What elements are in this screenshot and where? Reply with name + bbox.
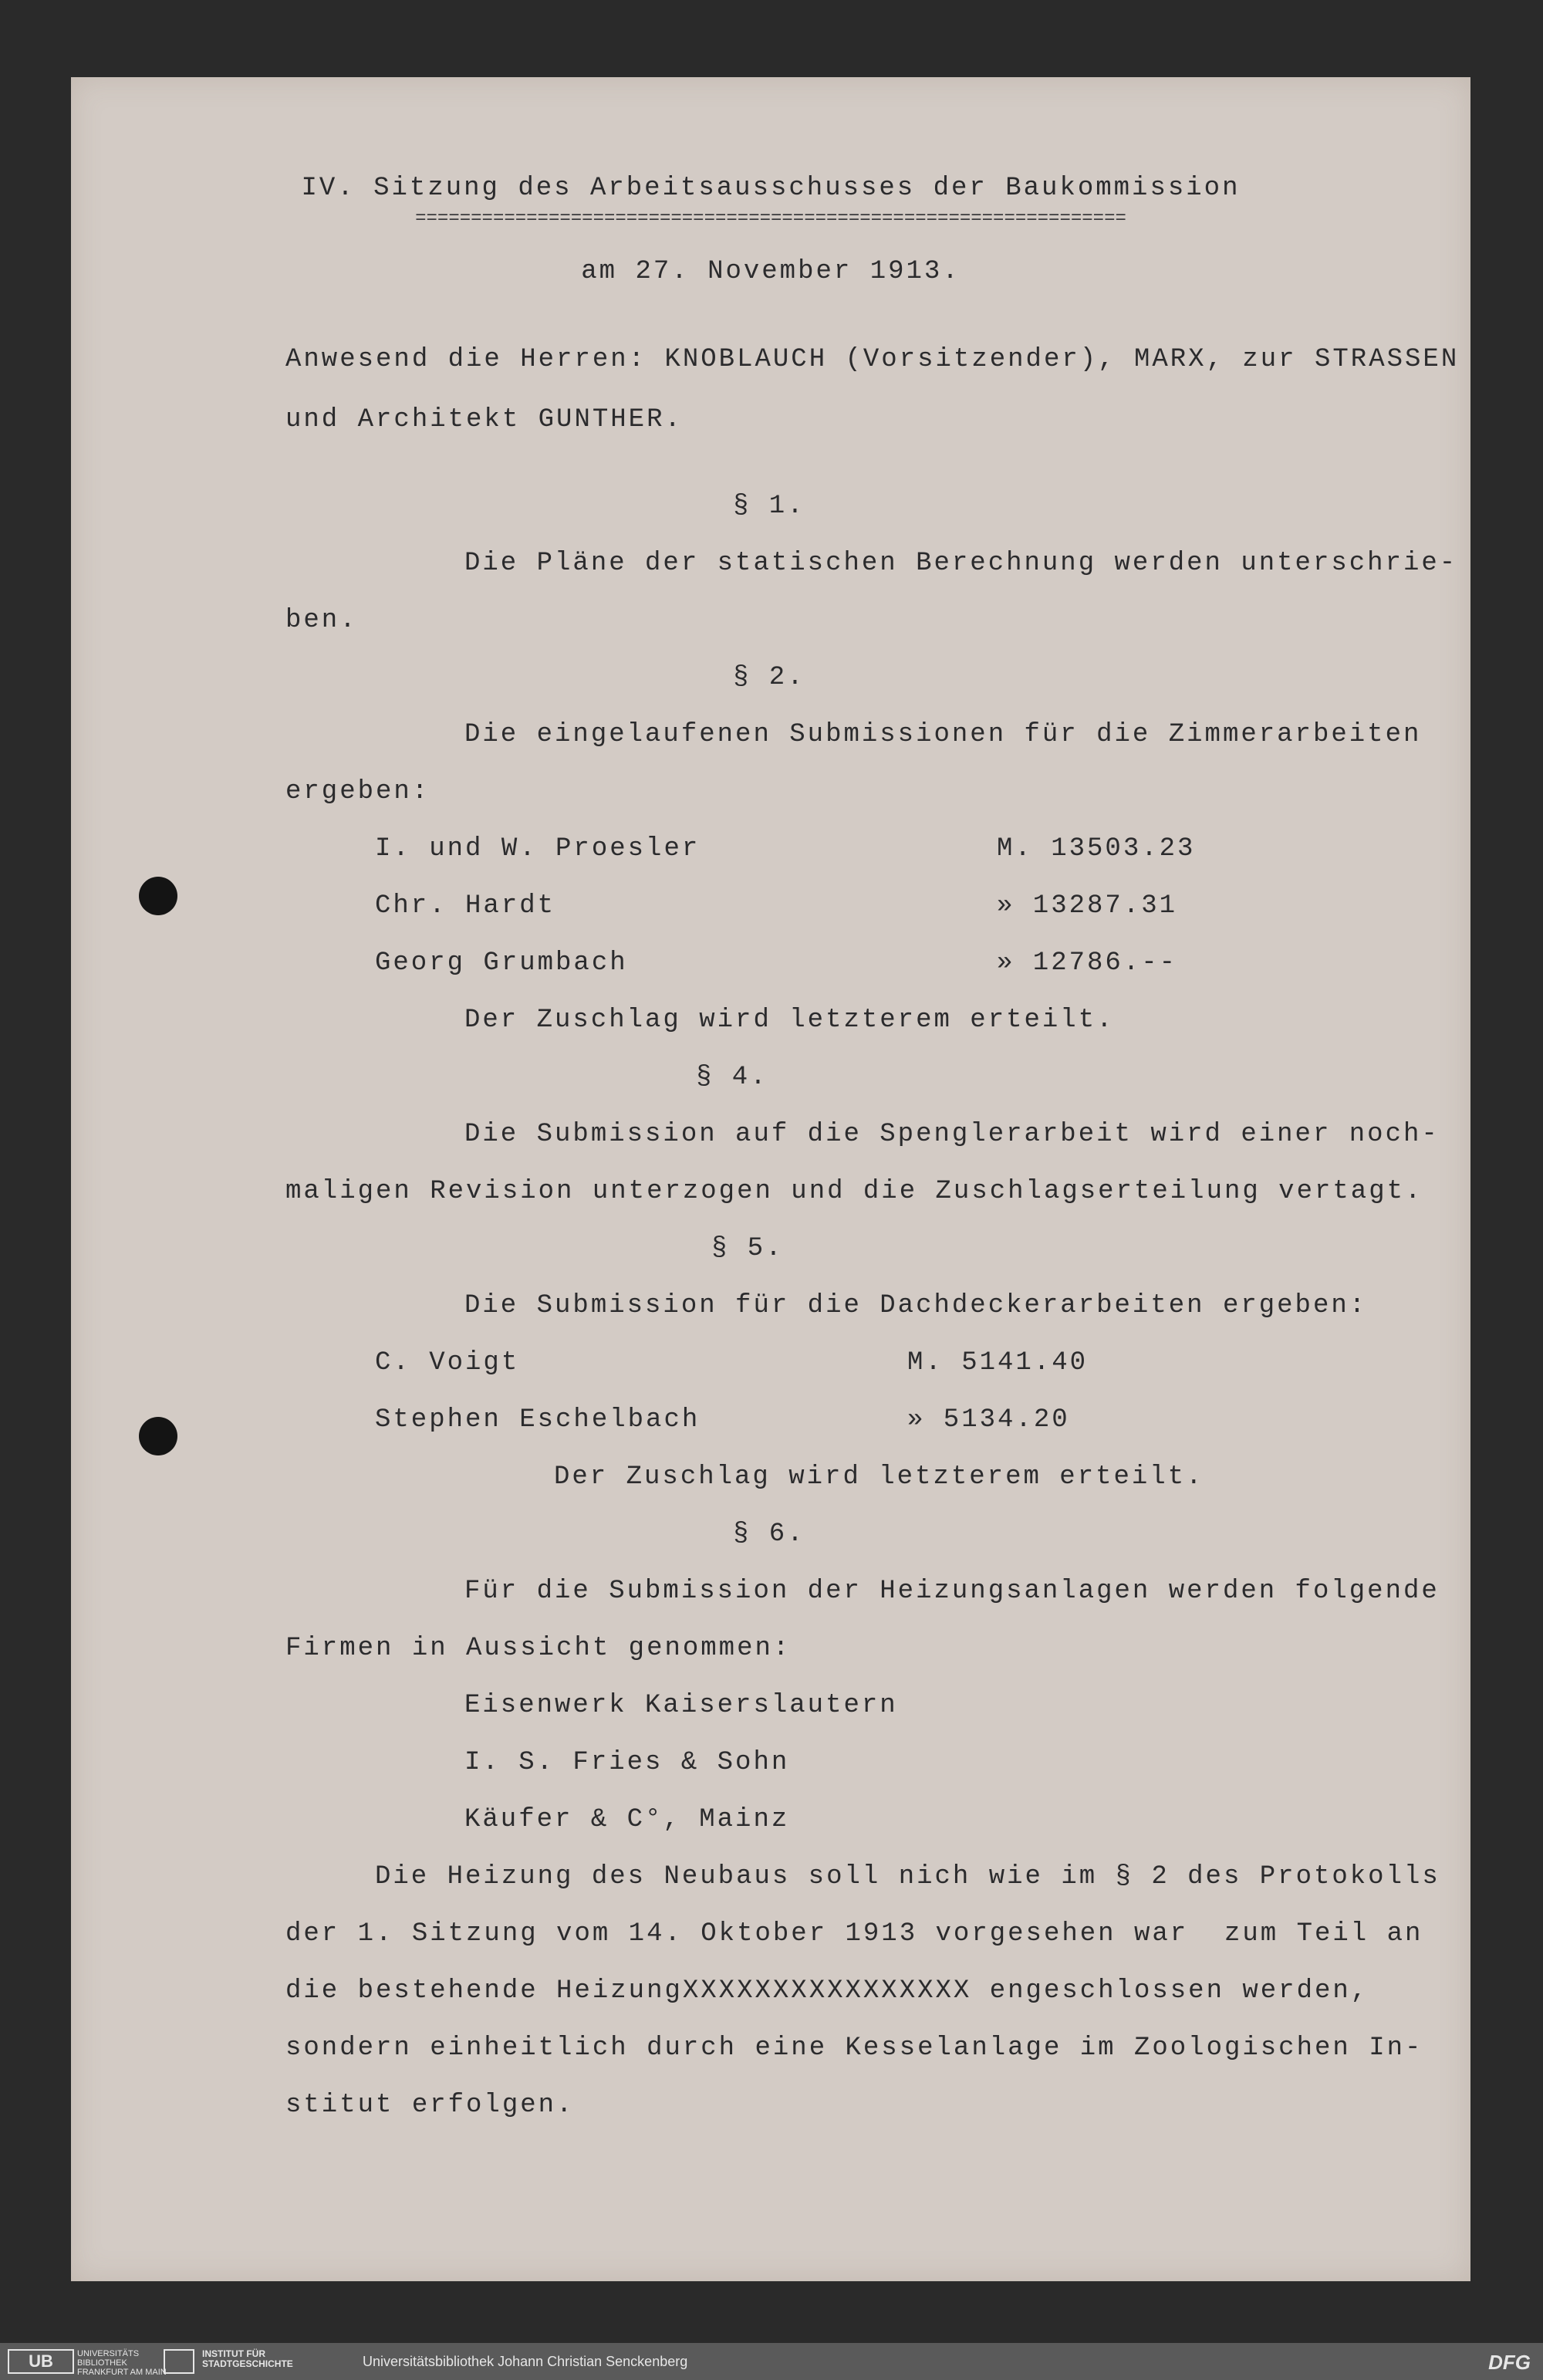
dfg-logo[interactable]: DFG [1488,2351,1531,2374]
heating-paragraph-line: der 1. Sitzung vom 14. Oktober 1913 vorgesehen war zum Teil an [285,1919,1423,1949]
section-2-award: Der Zuschlag wird letzterem erteilt. [464,1006,1115,1035]
heating-paragraph-line: die bestehende HeizungXXXXXXXXXXXXXXXX engeschlossen werden, [285,1976,1369,2006]
punch-hole-bottom [139,1417,177,1455]
firm-name: Eisenwerk Kaiserslautern [464,1691,898,1720]
section-5-line-1: Die Submission für die Dachdeckerarbeiten ergeben: [464,1291,1368,1320]
institute-label: INSTITUT FÜR STADTGESCHICHTE [202,2348,293,2369]
document-page [71,77,1470,2281]
heating-paragraph-line: sondern einheitlich durch eine Kesselanlage im Zoologischen In- [285,2033,1423,2063]
heating-paragraph-line: stitut erfolgen. [285,2091,575,2120]
title-underline: ================================================================ [415,208,1126,229]
meeting-date: am 27. November 1913. [581,257,961,286]
section-2-line-2: ergeben: [285,777,430,806]
section-6-heading: § 6. [733,1520,805,1549]
bid-amount: M. 13503.23 [997,834,1196,864]
bid-amount: » 5134.20 [907,1405,1070,1435]
bid-amount: » 13287.31 [997,891,1178,921]
section-4-line-1: Die Submission auf die Spenglerarbeit wird einer noch- [464,1120,1440,1149]
bid-name: I. und W. Proesler [375,834,701,864]
section-4-heading: § 4. [696,1063,768,1092]
bid-name: Chr. Hardt [375,891,556,921]
section-2-line-1: Die eingelaufenen Submissionen für die Zimmerarbeiten [464,720,1422,749]
section-1-heading: § 1. [733,492,805,521]
punch-hole-top [139,877,177,915]
bid-name: C. Voigt [375,1348,520,1378]
archive-footer-bar [0,2343,1543,2380]
bid-name: Georg Grumbach [375,948,628,978]
section-4-line-2: maligen Revision unterzogen und die Zuschlagserteilung vertagt. [285,1177,1423,1206]
attendance-line-1: Anwesend die Herren: KNOBLAUCH (Vorsitzender), MARX, zur STRASSEN [285,345,1460,374]
library-name: Universitätsbibliothek Johann Christian Senckenberg [363,2354,688,2369]
firm-name: Käufer & C°, Mainz [464,1805,790,1834]
heating-paragraph-line: Die Heizung des Neubaus soll nich wie im § 2 des Protokolls [375,1862,1440,1891]
section-6-line-2: Firmen in Aussicht genommen: [285,1634,792,1663]
bid-amount: M. 5141.40 [907,1348,1089,1378]
ub-logo[interactable]: UB [8,2349,74,2374]
section-1-line-1: Die Pläne der statischen Berechnung werden unterschrie- [464,549,1458,578]
section-1-line-2: ben. [285,606,358,635]
university-library-label: UNIVERSITÄTS BIBLIOTHEK FRANKFURT AM MAIN [77,2349,167,2377]
section-5-award: Der Zuschlag wird letzterem erteilt. [554,1462,1204,1492]
bid-amount: » 12786.-- [997,948,1178,978]
bid-name: Stephen Eschelbach [375,1405,701,1435]
section-5-heading: § 5. [711,1234,784,1263]
section-2-heading: § 2. [733,663,805,692]
document-title: IV. Sitzung des Arbeitsausschusses der Baukommission [301,174,1241,203]
firm-name: I. S. Fries & Sohn [464,1748,790,1777]
section-6-line-1: Für die Submission der Heizungsanlagen werden folgende [464,1577,1440,1606]
attendance-line-2: und Architekt GUNTHER. [285,405,683,434]
institute-logo-icon[interactable] [164,2349,194,2374]
